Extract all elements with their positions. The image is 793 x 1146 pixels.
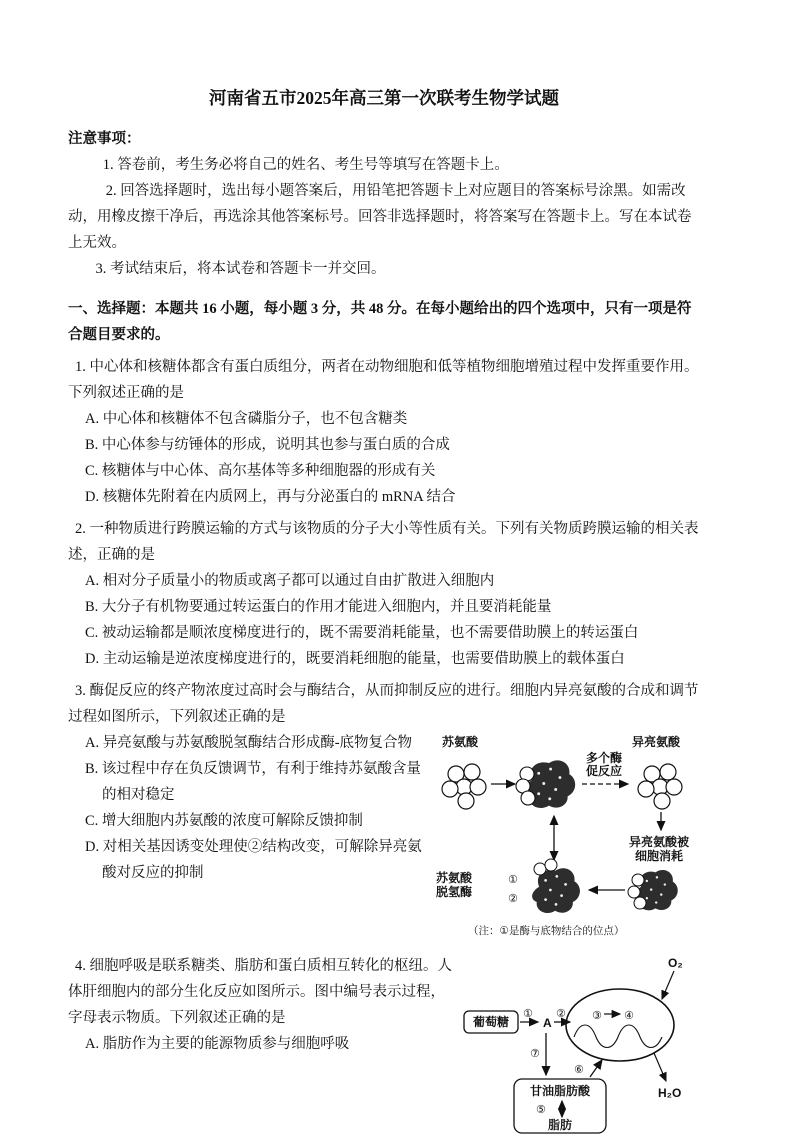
page-title: 河南省五市2025年高三第一次联考生物学试题 [209,88,559,108]
question-3 [68,678,700,947]
cell-respiration-figure [462,953,700,1137]
question-2-option-d: D. 主动运输是逆浓度梯度进行的，既要消耗细胞的能量，也需要借助膜上的载体蛋白 [85,651,625,667]
question-3-option-d: D. 对相关基因诱变处理使②结构改变，可解除异亮氨酸对反应的抑制 [85,839,422,881]
step-1-marker: ① [523,1008,533,1020]
notice-item-3: 3. 考试结束后，将本试卷和答题卡一并交回。 [95,261,386,277]
question-1-option-b: B. 中心体参与纺锤体的形成，说明其也参与蛋白质的合成 [85,437,450,453]
figure-note: （注：①是酶与底物结合的位点） [468,925,625,937]
question-3-option-a: A. 异亮氨酸与苏氨酸脱氢酶结合形成酶-底物复合物 [85,735,413,751]
step-5-marker: ⑤ [536,1104,546,1116]
site-1-marker: ① [508,874,518,886]
section-heading: 一、选择题：本题共 16 小题，每小题 3 分，共 48 分。在每小题给出的四个选项中，只有一项是符合题目要求的。 [68,301,692,343]
question-1-option-d: D. 核糖体先附着在内质网上，再与分泌蛋白的 mRNA 结合 [85,489,456,505]
question-2-stem: 2. 一种物质进行跨膜运输的方式与该物质的分子大小等性质有关。下列有关物质跨膜运输的相关表述，正确的是 [68,521,699,563]
consumed-label-line2: 细胞消耗 [635,849,684,863]
question-3-stem: 3. 酶促反应的终产物浓度过高时会与酶结合，从而抑制反应的进行。细胞内异亮氨酸的合成和调节过程如图所示，下列叙述正确的是 [68,683,699,725]
isoleucine-molecule [638,764,682,809]
dehydrogenase-label-line2: 脱氢酶 [436,885,473,899]
substance-a-label: A [543,1016,552,1030]
question-4-option-a: A. 脂肪作为主要的能源物质参与细胞呼吸 [85,1036,350,1052]
question-2-option-c: C. 被动运输都是顺浓度梯度进行的，既不需要消耗能量，也不需要借助膜上的转运蛋白 [85,625,639,641]
fat-label: 脂肪 [547,1118,573,1132]
h2o-label: H₂O [658,1086,682,1100]
question-4-diagram [462,953,700,1142]
o2-label: O₂ [668,956,683,970]
question-3-option-c: C. 增大细胞内苏氨酸的浓度可解除反馈抑制 [85,813,363,829]
question-2-option-b: B. 大分子有机物要通过转运蛋白的作用才能进入细胞内，并且要消耗能量 [85,599,552,615]
dehydrogenase-label-line1: 苏氨酸 [436,871,473,885]
step-4-marker: ④ [624,1010,634,1022]
question-4 [68,953,700,1146]
threonine-molecule [442,764,486,809]
notice-section [68,126,700,282]
consumed-label-line1: 异亮氨酸被 [629,835,690,849]
notice-heading: 注意事项： [68,131,141,147]
question-2-option-a: A. 相对分子质量小的物质或离子都可以通过自由扩散进入细胞内 [85,573,495,589]
notice-item-2: 2. 回答选择题时，选出每小题答案后，用铅笔把答题卡上对应题目的答案标号涂黑。如需改动，用橡皮擦干净后，再选涂其他答案标号。回答非选择题时，将答案写在答题卡上。写在本试卷上无效。 [68,183,692,251]
o2-arrow [662,971,674,999]
notice-item-1: 1. 答卷前，考生务必将自己的姓名、考生号等填写在答题卡上。 [102,157,509,173]
question-1-stem: 1. 中心体和核糖体都含有蛋白质组分，两者在动物细胞和低等植物细胞增殖过程中发挥重要作用。下列叙述正确的是 [68,359,699,401]
step-3-marker: ③ [592,1010,602,1022]
question-3-diagram [428,732,700,945]
glycerol-fatty-acid-label: 甘油脂肪酸 [529,1084,591,1098]
step-6-arrow [590,1060,602,1077]
multi-enzyme-label-line2: 促反应 [586,764,623,778]
h2o-arrow [654,1053,666,1081]
isoleucine-pathway-figure [428,732,700,940]
isoleucine-label: 异亮氨酸 [632,735,681,749]
step-6-marker: ⑥ [574,1064,584,1076]
question-1 [68,354,700,510]
question-3-option-b: B. 该过程中存在负反馈调节，有利于维持苏氨酸含量的相对稳定 [85,761,421,803]
site-2-marker: ② [508,893,518,905]
question-1-option-a: A. 中心体和核糖体不包含磷脂分子，也不包含糖类 [85,411,408,427]
step-2-marker: ② [556,1008,566,1020]
step-7-marker: ⑦ [530,1048,540,1060]
glucose-label: 葡萄糖 [472,1015,510,1029]
question-1-option-c: C. 核糖体与中心体、高尔基体等多种细胞器的形成有关 [85,463,436,479]
question-4-stem: 4. 细胞呼吸是联系糖类、脂肪和蛋白质相互转化的枢纽。人体肝细胞内的部分生化反应如图所示。图中编号表示过程，字母表示物质。下列叙述正确的是 [68,958,452,1026]
threonine-label: 苏氨酸 [442,735,479,749]
mitochondrion-cristae [574,1025,662,1048]
multi-enzyme-label-line1: 多个酶 [586,751,623,765]
question-2 [68,516,700,672]
